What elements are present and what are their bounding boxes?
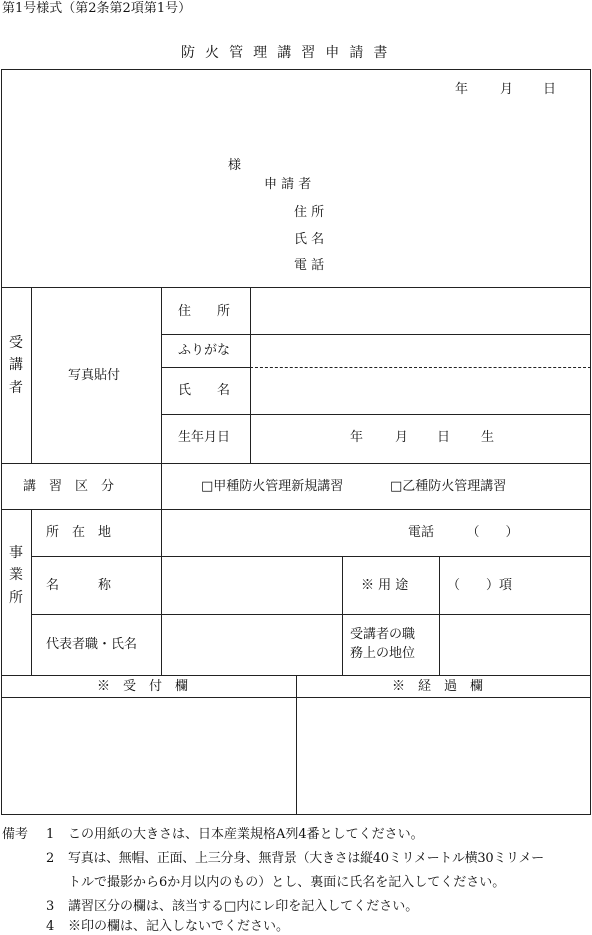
trainee-position-label-2: 務上の地位 xyxy=(350,646,416,661)
applicant-label: 申 請 者 xyxy=(264,177,312,192)
note-3: 講習区分の欄は、該当する□内にレ印を記入してください。 xyxy=(68,899,419,914)
trainee-address-field[interactable] xyxy=(252,289,590,333)
trainee-furigana-label: ふりがな xyxy=(178,343,231,358)
note-4: ※印の欄は、記入しないでください。 xyxy=(68,919,290,934)
applicant-name-label: 氏 名 xyxy=(294,232,325,247)
addressee-honorific: 様 xyxy=(228,158,242,173)
business-location-label: 所 在 地 xyxy=(46,525,112,540)
photo-placeholder: 写真貼付 xyxy=(68,368,121,383)
business-name-label: 名 称 xyxy=(46,578,112,593)
note-3-number: 3 xyxy=(46,899,55,914)
date-day: 日 xyxy=(543,82,557,97)
reception-column-header: ※ 受 付 欄 xyxy=(97,679,189,694)
business-use-value: （ ）項 xyxy=(447,578,513,593)
trainee-furigana-field[interactable] xyxy=(252,336,590,366)
applicant-phone-label: 電 話 xyxy=(294,258,325,273)
course-label: 講 習 区 分 xyxy=(23,479,115,494)
note-2-line-1: 写真は、無帽、正面、上三分身、無背景（大きさは縦40ミリメートル横30ミリメー xyxy=(68,851,544,866)
birth-suffix-label: 生 xyxy=(481,430,495,445)
business-phone-label: 電話 （ ） xyxy=(408,525,519,540)
course-option-type-a[interactable]: □甲種防火管理新規講習 xyxy=(201,479,344,494)
note-1-number: 1 xyxy=(46,827,55,842)
note-4-number: 4 xyxy=(46,919,55,934)
form-number: 第1号様式（第2条第2項第1号） xyxy=(2,1,192,16)
business-side-label: 事業所 xyxy=(9,545,23,606)
trainee-name-label: 氏 名 xyxy=(178,383,231,398)
birth-year-label: 年 xyxy=(350,430,364,445)
course-option-type-b[interactable]: □乙種防火管理講習 xyxy=(390,479,507,494)
note-1: この用紙の大きさは、日本産業規格A列4番としてください。 xyxy=(68,827,424,842)
trainee-birthdate-label: 生年月日 xyxy=(178,430,231,445)
birth-month-label: 月 xyxy=(395,430,409,445)
progress-column-header: ※ 経 過 欄 xyxy=(392,679,484,694)
applicant-address-label: 住 所 xyxy=(294,205,325,220)
business-use-label: ※ 用 途 xyxy=(361,578,409,593)
date-year: 年 xyxy=(455,82,469,97)
birth-day-label: 日 xyxy=(437,430,451,445)
trainee-side-label: 受講者 xyxy=(9,335,23,396)
date-month: 月 xyxy=(500,82,514,97)
note-2-number: 2 xyxy=(46,851,55,866)
note-2-line-2: トルで撮影から6か月以内のもの）とし、裏面に氏名を記入してください。 xyxy=(68,875,506,890)
notes-label: 備考 xyxy=(2,827,29,842)
trainee-position-label-1: 受講者の職 xyxy=(350,627,416,642)
page-title: 防 火 管 理 講 習 申 請 書 xyxy=(181,45,391,61)
trainee-address-label: 住 所 xyxy=(178,304,231,319)
trainee-name-field[interactable] xyxy=(252,369,590,413)
representative-label: 代表者職・氏名 xyxy=(46,637,138,652)
